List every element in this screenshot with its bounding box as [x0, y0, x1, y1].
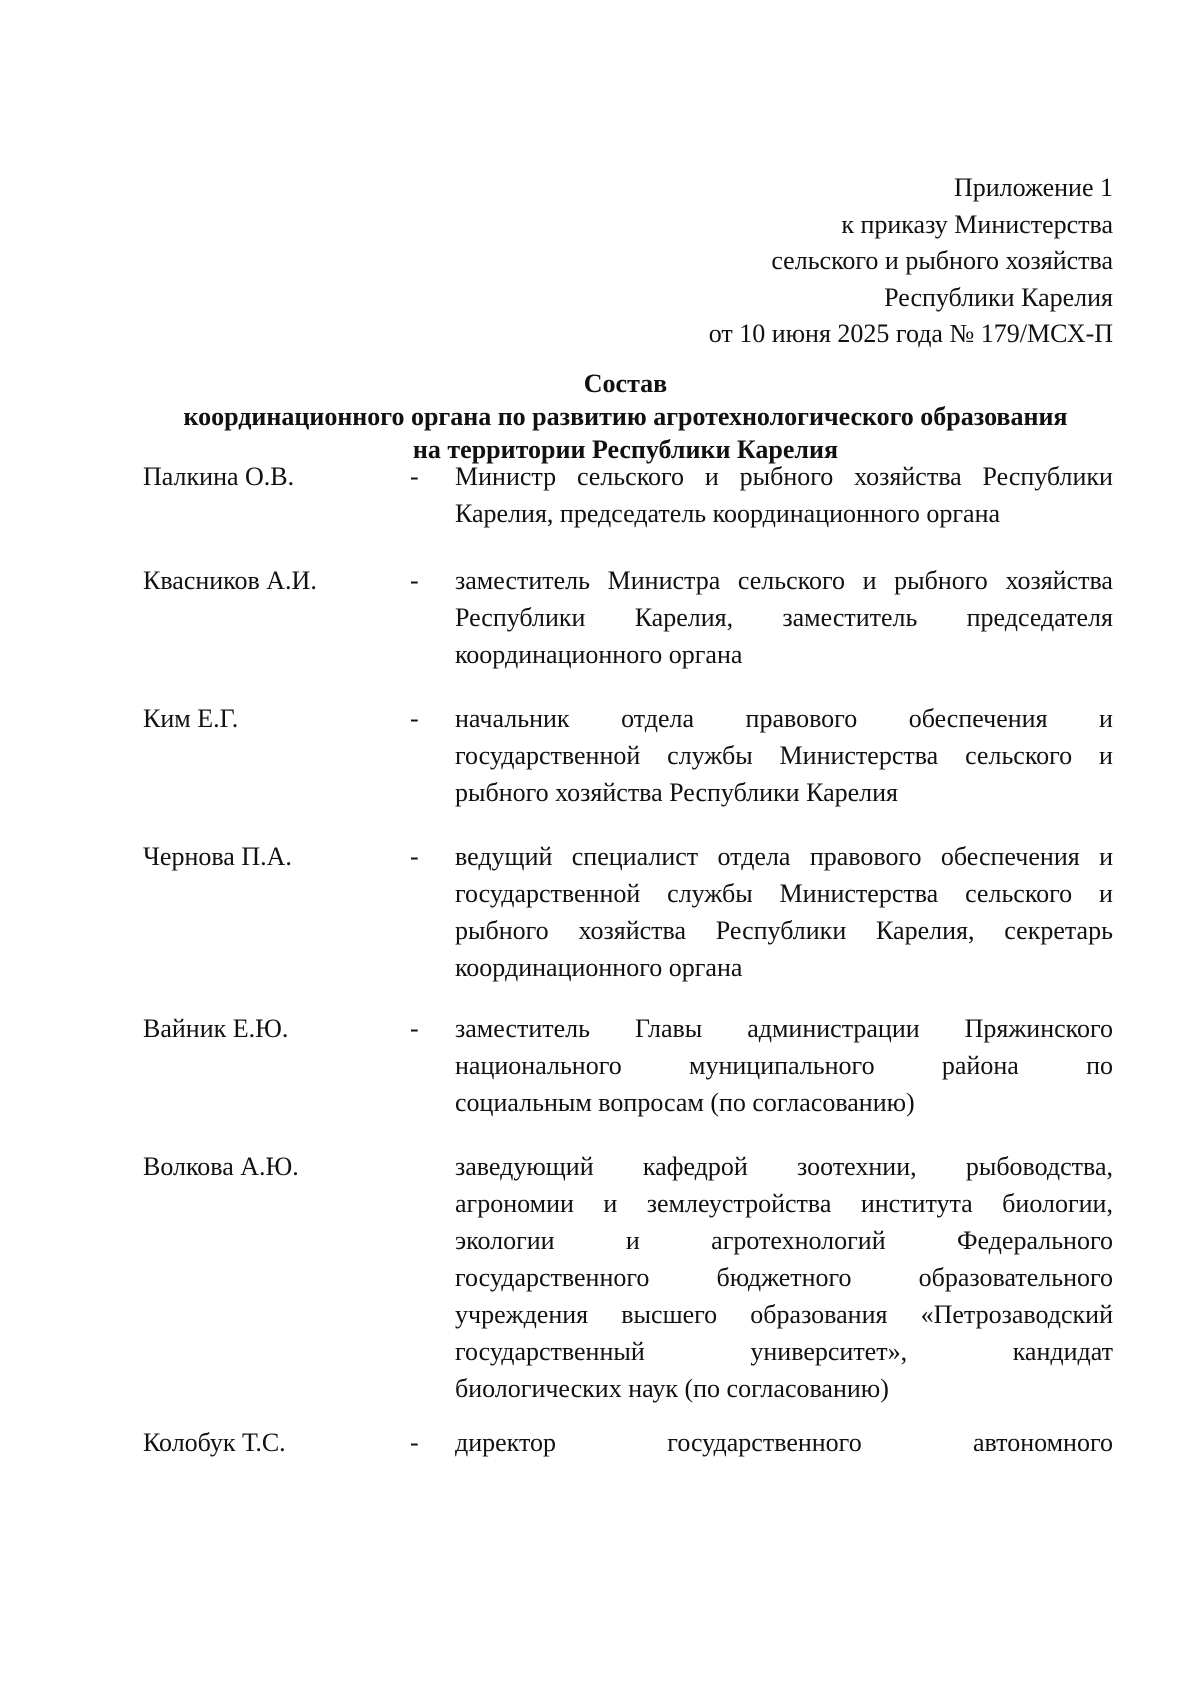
title-line: на территории Республики Карелия [412, 435, 839, 464]
member-dash: - [410, 842, 419, 871]
description-line: координационного органа [455, 953, 743, 982]
word: экологии [455, 1226, 555, 1255]
description-line [455, 1333, 1113, 1370]
word: правового [809, 842, 922, 871]
word: обеспечения [908, 704, 1048, 733]
word: рыбного [455, 916, 549, 945]
member-description [455, 1148, 1113, 1407]
word: Министр [455, 462, 557, 491]
word: обеспечения [940, 842, 1080, 871]
document-title [138, 367, 1113, 466]
word: рыбного [739, 462, 834, 491]
description-line: координационного органа [455, 640, 743, 669]
member-name: Палкина О.В. [143, 462, 295, 491]
word: хозяйства [854, 462, 962, 491]
word: Федерального [956, 1226, 1113, 1255]
appendix-line: Приложение 1 [953, 173, 1113, 202]
member-name: Волкова А.Ю. [143, 1152, 299, 1181]
description-line [455, 838, 1113, 875]
title-line: Состав [583, 369, 668, 398]
description-line [455, 1148, 1113, 1185]
word: заместитель [782, 603, 918, 632]
word: службы [667, 879, 753, 908]
word: образовательного [918, 1263, 1113, 1292]
word: Карелия, [876, 916, 975, 945]
appendix-line: сельского и рыбного хозяйства [771, 246, 1113, 275]
word: и [603, 1189, 618, 1218]
member-description [455, 838, 1113, 986]
description-line [455, 737, 1113, 774]
appendix-line: к приказу Министерства [841, 209, 1113, 239]
word: отдела [717, 842, 791, 871]
member-description [455, 458, 1113, 532]
word: национального [455, 1051, 622, 1080]
word: и [1099, 879, 1113, 908]
description-line [455, 1296, 1113, 1333]
member-description [455, 1010, 1113, 1121]
word: зоотехнии, [797, 1152, 917, 1181]
word: начальник [455, 704, 570, 733]
word: правового [745, 704, 858, 733]
word: по [1086, 1051, 1113, 1080]
word: сельского [737, 566, 845, 595]
word: землеустройства [646, 1189, 832, 1218]
word: директор [455, 1428, 556, 1457]
description-line [455, 875, 1113, 912]
member-description [455, 700, 1113, 811]
word: Пряжинского [964, 1014, 1113, 1043]
word: Министерства [779, 741, 939, 770]
word: агротехнологий [711, 1226, 886, 1255]
word: университет», [750, 1337, 908, 1366]
word: государственной [455, 879, 641, 908]
word: службы [667, 741, 753, 770]
member-dash: - [410, 1014, 419, 1043]
word: агрономии [455, 1189, 574, 1218]
member-name: Ким Е.Г. [143, 704, 239, 733]
member-dash: - [410, 566, 419, 595]
word: муниципального [689, 1051, 875, 1080]
member-dash: - [410, 462, 419, 491]
description-line [455, 1259, 1113, 1296]
word: и [1099, 842, 1113, 871]
word: Республики [982, 462, 1113, 491]
description-line [455, 1222, 1113, 1259]
word: кафедрой [642, 1152, 748, 1181]
member-name: Колобук Т.С. [143, 1428, 286, 1457]
word: заместитель [455, 566, 591, 595]
member-description [455, 562, 1113, 673]
word: рыбоводства, [965, 1152, 1113, 1181]
word: района [941, 1051, 1019, 1080]
word: института [860, 1189, 973, 1218]
description-line: Карелия, председатель координационного органа [455, 499, 1001, 528]
word: учреждения [455, 1300, 589, 1329]
member-name: Чернова П.А. [143, 842, 292, 871]
word: отдела [621, 704, 695, 733]
description-line [455, 912, 1113, 949]
word: хозяйства [578, 916, 686, 945]
word: специалист [571, 842, 699, 871]
word: заведующий [455, 1152, 594, 1181]
description-line [455, 1185, 1113, 1222]
word: и [1099, 704, 1113, 733]
member-name: Вайник Е.Ю. [143, 1014, 289, 1043]
member-dash: - [410, 1428, 419, 1457]
word: заместитель [455, 1014, 591, 1043]
word: сельского [576, 462, 685, 491]
description-line [455, 458, 1113, 495]
appendix-line: Республики Карелия [884, 282, 1113, 312]
title-line: координационного органа по развитию агротехнологического образования [183, 402, 1068, 431]
member-dash: - [410, 704, 419, 733]
word: Республики [455, 603, 586, 632]
description-line [455, 1047, 1113, 1084]
word: Главы [634, 1014, 703, 1043]
word: хозяйства [1005, 566, 1113, 595]
word: высшего [621, 1300, 718, 1329]
word: ведущий [455, 842, 553, 871]
description-line: социальным вопросам (по согласованию) [455, 1088, 915, 1117]
word: кандидат [1012, 1337, 1113, 1366]
word: и [704, 462, 719, 491]
word: государственный [455, 1337, 645, 1366]
word: государственного [667, 1428, 862, 1457]
member-name: Квасников А.И. [143, 566, 317, 595]
word: «Петрозаводский [920, 1300, 1113, 1329]
word: сельского [965, 741, 1073, 770]
description-line: биологических наук (по согласованию) [455, 1374, 889, 1403]
appendix-header [709, 170, 1113, 353]
description-line: рыбного хозяйства Республики Карелия [455, 778, 899, 807]
description-line [455, 1010, 1113, 1047]
word: председателя [966, 603, 1113, 632]
word: Республики [715, 916, 847, 945]
word: и [862, 566, 877, 595]
appendix-line: от 10 июня 2025 года № 179/МСХ-П [708, 319, 1113, 348]
word: администрации [747, 1014, 920, 1043]
description-line [455, 1424, 1113, 1461]
member-description [455, 1424, 1113, 1461]
word: государственного [455, 1263, 650, 1292]
word: бюджетного [716, 1263, 852, 1292]
description-line [455, 700, 1113, 737]
word: рыбного [894, 566, 988, 595]
word: образования [750, 1300, 888, 1329]
word: и [625, 1226, 640, 1255]
word: секретарь [1004, 916, 1113, 945]
word: государственной [455, 741, 641, 770]
word: биологии, [1002, 1189, 1113, 1218]
word: сельского [965, 879, 1073, 908]
word: Карелия, [634, 603, 734, 632]
word: Министра [607, 566, 721, 595]
description-line [455, 599, 1113, 636]
word: Министерства [779, 879, 939, 908]
word: автономного [973, 1428, 1113, 1457]
description-line [455, 562, 1113, 599]
word: и [1099, 741, 1113, 770]
